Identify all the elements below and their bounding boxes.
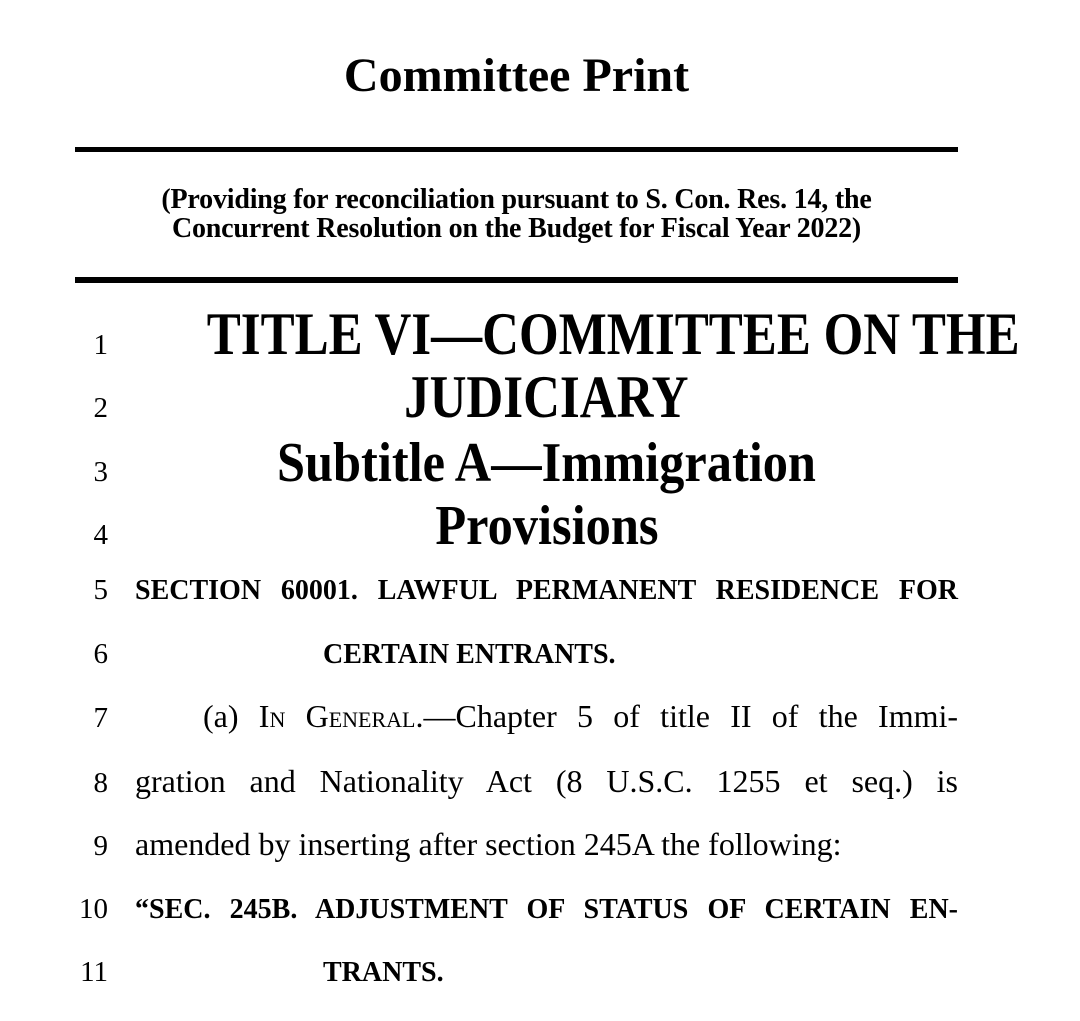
line-number: 1: [93, 329, 108, 361]
text-line-6: [75, 640, 958, 670]
quoted-section-heading-line-1: “SEC. 245B. ADJUSTMENT OF STATUS OF CERTAIN EN-: [135, 894, 958, 925]
small-caps-term: In General: [258, 698, 416, 734]
line-number: 7: [93, 702, 108, 734]
text-line-10: [75, 895, 958, 925]
subtitle-line-2: Concurrent Resolution on the Budget for Fiscal Year 2022): [171, 213, 862, 244]
subtitle-heading-line-2: [135, 496, 958, 556]
paragraph-text-pre: (a): [203, 698, 259, 734]
line-number: 5: [93, 574, 108, 606]
subtitle-line-1: (Providing for reconciliation pursuant to S. Con. Res. 14, the: [161, 184, 872, 215]
title-heading-text: JUDICIARY: [404, 364, 689, 430]
line-number: 11: [80, 956, 108, 988]
paragraph-line-1: [135, 699, 958, 734]
section-heading-line-1: SECTION 60001. LAWFUL PERMANENT RESIDENCE FOR: [135, 575, 958, 606]
document-title: Committee Print: [343, 49, 690, 102]
paragraph-line-3: amended by inserting after section 245A the following:: [135, 826, 842, 862]
horizontal-rule-bottom: [75, 277, 958, 283]
text-line-9: [75, 827, 958, 862]
line-number: 3: [93, 456, 108, 488]
title-heading-line-2: [135, 366, 958, 429]
text-line-7: [75, 699, 958, 734]
text-line-11: [75, 958, 958, 988]
quoted-section-heading-line-2: TRANTS.: [323, 957, 444, 988]
title-heading-text: TITLE VI—COMMITTEE ON THE: [206, 301, 1020, 367]
paragraph-text-post: .—Chapter 5 of title II of the Immi-: [415, 698, 959, 734]
subtitle-heading-line-1: [135, 433, 958, 493]
text-line-3: [75, 433, 958, 493]
subtitle-heading-text: Provisions: [434, 495, 659, 557]
section-heading-line-2: CERTAIN ENTRANTS.: [323, 639, 616, 670]
line-number: 9: [93, 830, 108, 862]
paragraph-line-2: gration and Nationality Act (8 U.S.C. 1255 et seq.) is: [135, 763, 958, 799]
line-number: 2: [93, 392, 108, 424]
line-number: 6: [93, 638, 108, 670]
line-number: 10: [79, 893, 108, 925]
document-subtitle: [75, 185, 958, 243]
line-number: 8: [93, 767, 108, 799]
text-line-5: [75, 576, 958, 606]
text-line-8: [75, 764, 958, 799]
line-number: 4: [93, 519, 108, 551]
horizontal-rule-top: [75, 147, 958, 152]
text-line-2: [75, 366, 958, 429]
text-line-4: [75, 496, 958, 556]
text-line-1: [75, 301, 1020, 367]
title-heading-line-1: [135, 301, 1020, 367]
subtitle-heading-text: Subtitle A—Immigration: [276, 432, 817, 494]
